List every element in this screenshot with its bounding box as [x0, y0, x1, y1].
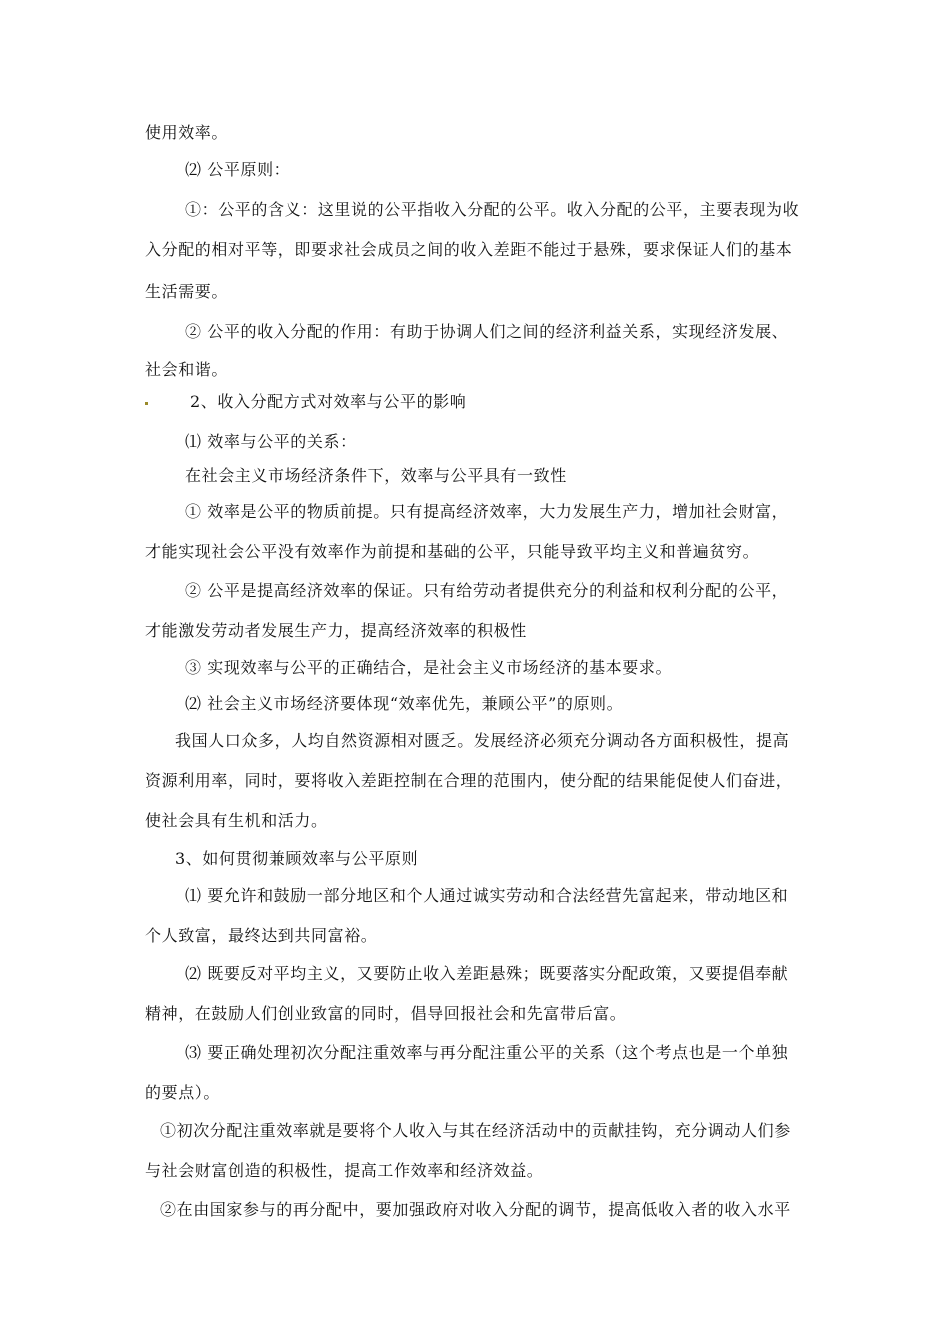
text-line: 才能激发劳动者发展生产力，提高经济效率的积极性: [145, 621, 527, 640]
text-line: ⑶ 要正确处理初次分配注重效率与再分配注重公平的关系（这个考点也是一个单独: [185, 1043, 789, 1062]
text-line: 入分配的相对平等，即要求社会成员之间的收入差距不能过于悬殊，要求保证人们的基本: [145, 240, 793, 259]
text-line: ⑵ 社会主义市场经济要体现“效率优先，兼顾公平”的原则。: [185, 694, 624, 713]
text-line: ① 效率是公平的物质前提。只有提高经济效率，大力发展生产力，增加社会财富，: [185, 502, 789, 521]
text-line: 才能实现社会公平没有效率作为前提和基础的公平，只能导致平均主义和普遍贫穷。: [145, 542, 760, 561]
text-line: ⑴ 效率与公平的关系：: [185, 432, 357, 451]
text-line: 在社会主义市场经济条件下，效率与公平具有一致性: [185, 466, 567, 485]
text-line: ② 公平是提高经济效率的保证。只有给劳动者提供充分的利益和权利分配的公平，: [185, 581, 789, 600]
text-line: 社会和谐。: [145, 360, 229, 379]
text-line: ⑵ 既要反对平均主义，又要防止收入差距悬殊；既要落实分配政策，又要提倡奉献: [185, 964, 789, 983]
text-line: ② 公平的收入分配的作用：有助于协调人们之间的经济利益关系，实现经济发展、: [185, 322, 789, 341]
text-line: ③ 实现效率与公平的正确结合，是社会主义市场经济的基本要求。: [185, 658, 673, 677]
text-line: ②在由国家参与的再分配中，要加强政府对收入分配的调节，提高低收入者的收入水平: [160, 1200, 791, 1219]
text-line: 使社会具有生机和活力。: [145, 811, 328, 830]
text-line: 个人致富，最终达到共同富裕。: [145, 926, 378, 945]
decorative-dot: [145, 402, 148, 405]
text-line: 生活需要。: [145, 282, 229, 301]
section-heading: 3、如何贯彻兼顾效率与公平原则: [175, 849, 419, 868]
section-heading: 2、收入分配方式对效率与公平的影响: [190, 392, 467, 411]
text-line: ①初次分配注重效率就是要将个人收入与其在经济活动中的贡献挂钩，充分调动人们参: [160, 1121, 791, 1140]
text-line: 的要点）。: [145, 1083, 221, 1102]
text-line: 与社会财富创造的积极性，提高工作效率和经济效益。: [145, 1161, 544, 1180]
text-line: 资源利用率，同时，要将收入差距控制在合理的范围内，使分配的结果能促使人们奋进，: [145, 771, 793, 790]
text-line: 精神，在鼓励人们创业致富的同时，倡导回报社会和先富带后富。: [145, 1004, 627, 1023]
text-line: 我国人口众多，人均自然资源相对匮乏。发展经济必须充分调动各方面积极性，提高: [175, 731, 790, 750]
text-line: ⑴ 要允许和鼓励一部分地区和个人通过诚实劳动和合法经营先富起来，带动地区和: [185, 886, 789, 905]
text-line: 使用效率。: [145, 123, 229, 142]
text-line: ⑵ 公平原则：: [185, 160, 291, 179]
text-line: ①：公平的含义：这里说的公平指收入分配的公平。收入分配的公平，主要表现为收: [185, 200, 800, 219]
